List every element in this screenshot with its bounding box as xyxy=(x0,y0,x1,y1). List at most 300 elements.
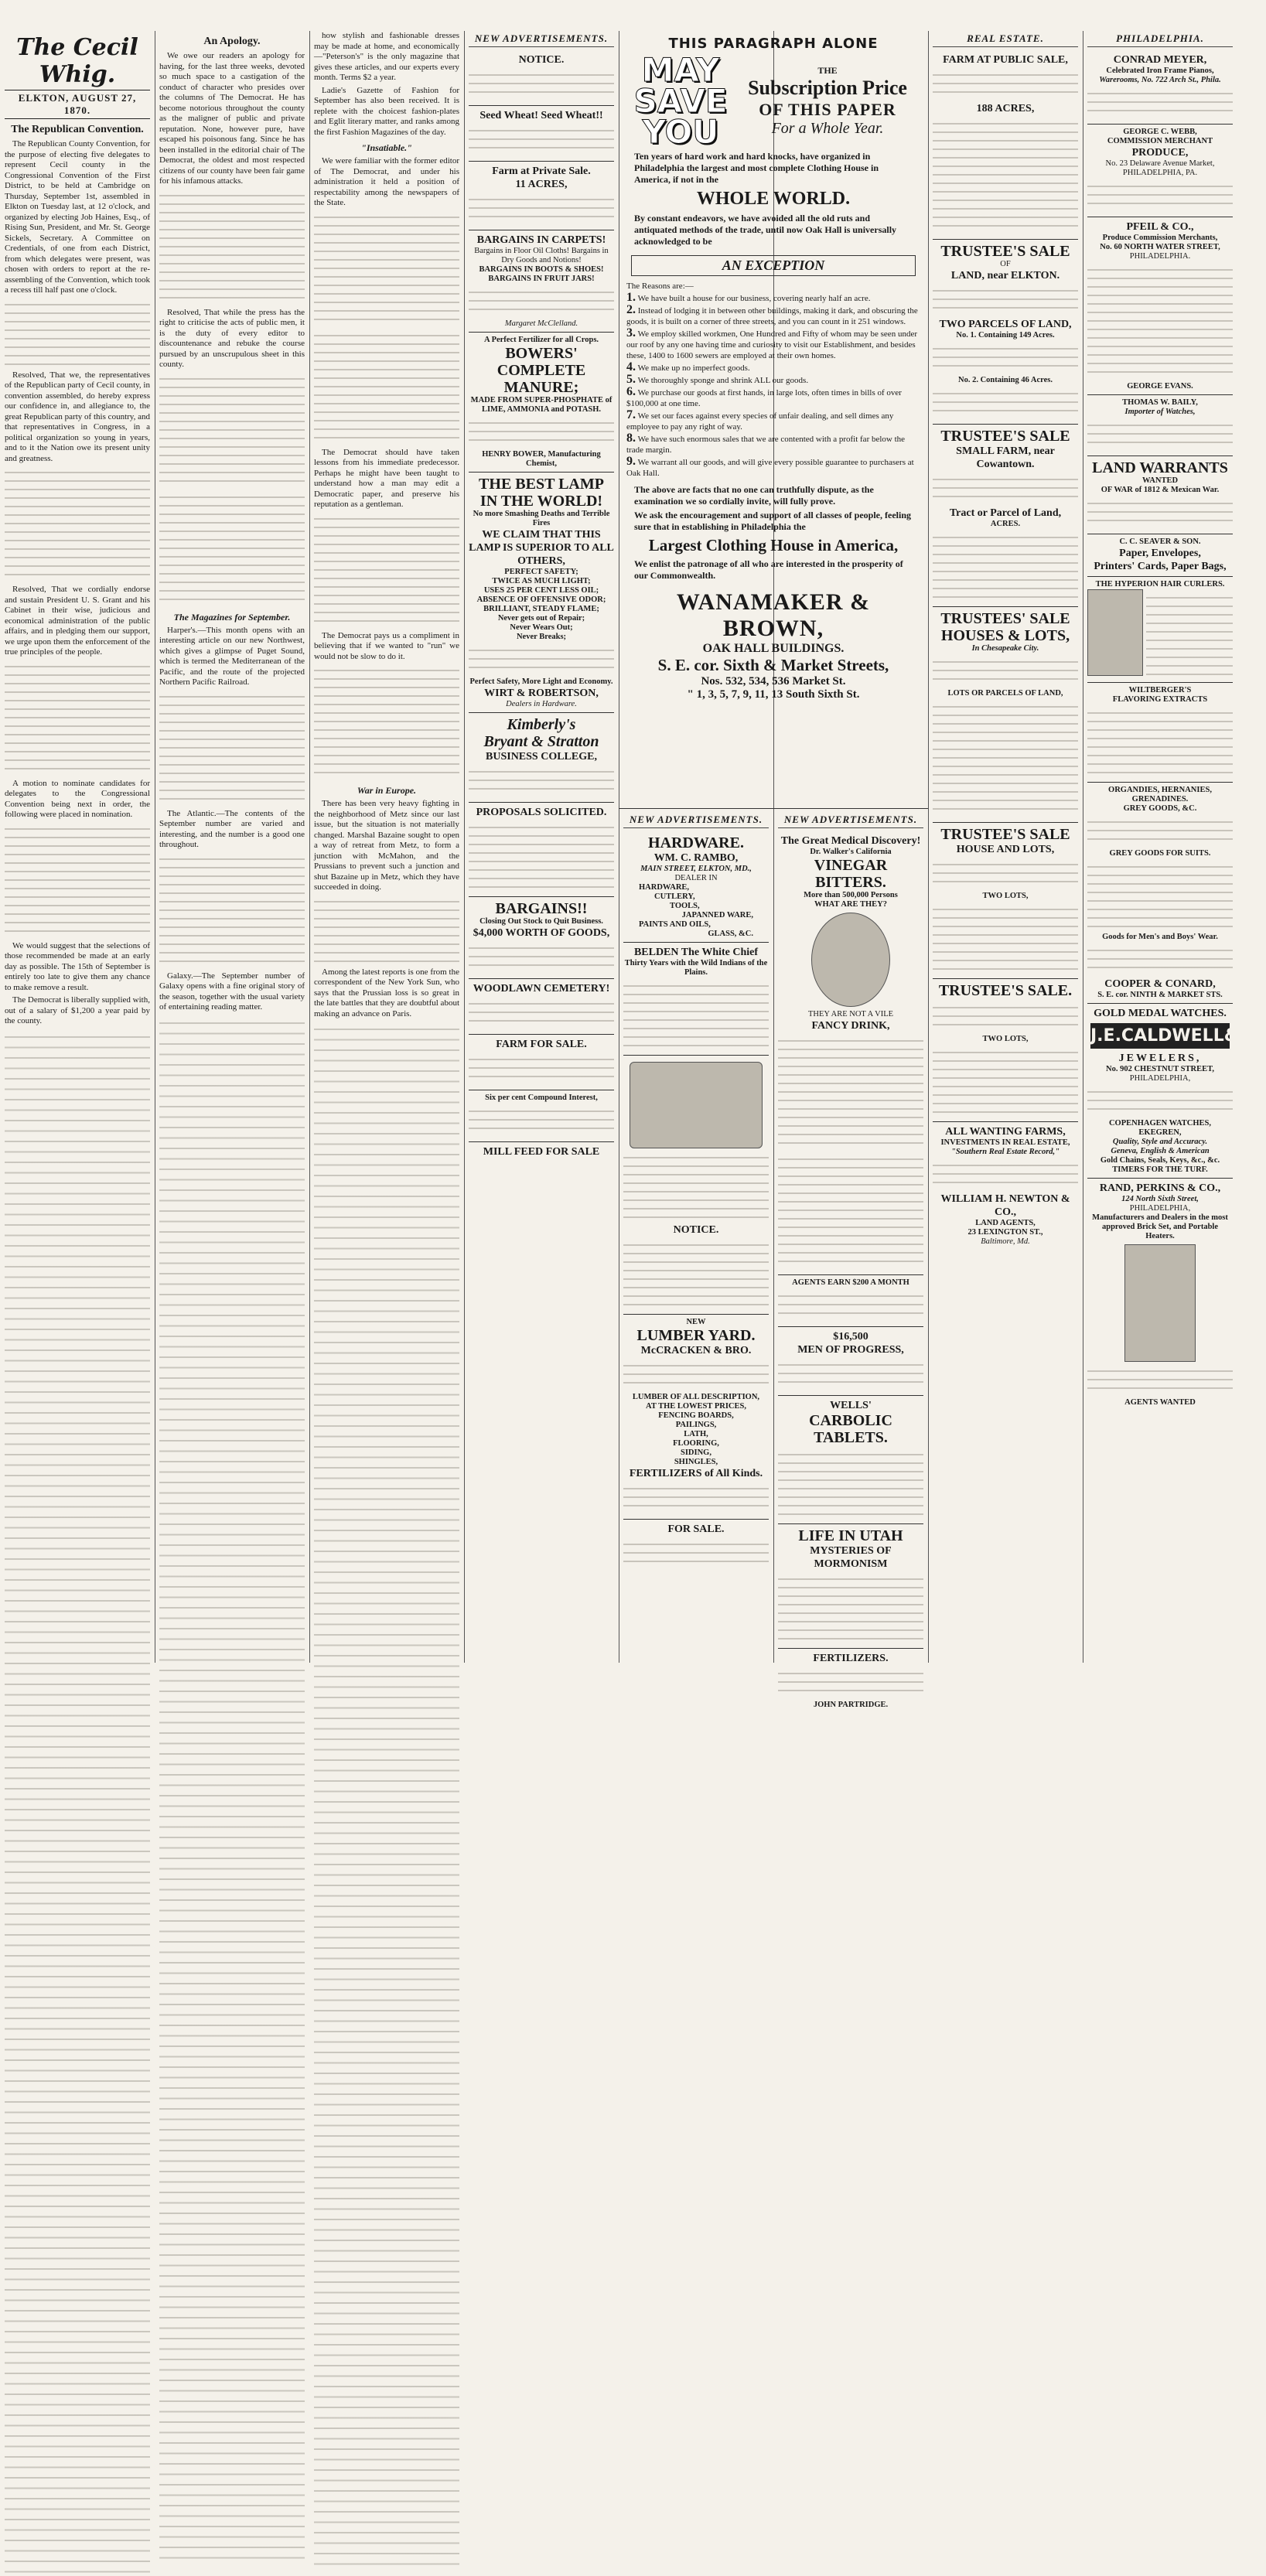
ad-line: BARGAINS IN FRUIT JARS! xyxy=(488,275,595,283)
ad-line: GREY GOODS FOR SUITS. xyxy=(1109,849,1211,858)
article-heading: "Insatiable." xyxy=(361,142,412,153)
ad-title: AGENTS EARN $200 A MONTH xyxy=(792,1278,909,1287)
ad-lumber-yard xyxy=(623,1315,769,1520)
ad-line: THE xyxy=(817,65,838,76)
ad-title: TRUSTEE'S SALE. xyxy=(938,982,1073,999)
text-lines xyxy=(469,766,614,797)
article-heading: The Republican Convention. xyxy=(11,124,144,135)
ad-title: Paper, Envelopes, xyxy=(1119,548,1201,559)
ad-subtitle: In Chesapeake City. xyxy=(971,644,1039,653)
ad-closing: We ask the encouragement and support of all classes of people, feeling sure that in establishing in Philadelphia the xyxy=(634,510,911,532)
ad-item: HARDWARE, xyxy=(639,883,690,892)
ad-title: PRODUCE, xyxy=(1131,147,1189,159)
article-paragraph: The Atlantic.—The contents of the September number are varied and interesting, and the number is a good one throughout. xyxy=(159,808,305,849)
ad-firm: WILTBERGER'S xyxy=(1128,686,1192,694)
article-paragraph: Resolved, That we, the representatives of the Republican party of Cecil county, in convention assembled, do hereby express our confidence in, and allegiance to, the great Republican party of this country, and that representatives in Congress, in a political organization so young in years, and to it the Nation owe its present unity and greatness. xyxy=(5,370,150,463)
article-paragraph: Galaxy.—The September number of Galaxy opens with a fine original story of the season, together with the usual variety of entertaining reading matter. xyxy=(159,971,305,1012)
ad-title: CARBOLIC TABLETS. xyxy=(809,1412,892,1446)
ad-line: OF WAR of 1812 & Mexican War. xyxy=(1100,486,1220,494)
ad-subtitle: MADE FROM SUPER-PHOSPHATE of LIME, AMMONIA and POTASH. xyxy=(470,396,613,414)
ad-george-webb xyxy=(1087,125,1233,217)
ad-conrad-meyer xyxy=(1087,50,1233,125)
ad-line: WHAT ARE THEY? xyxy=(814,900,887,909)
seal-illustration xyxy=(630,1062,763,1148)
ad-title: THE HYPERION HAIR CURLERS. xyxy=(1095,580,1225,589)
ad-title: PROPOSALS SOLICITED. xyxy=(476,807,607,818)
ad-title: FARM AT PUBLIC SALE, xyxy=(943,54,1068,66)
reason-item: 8. We have such enormous sales that we are contented with a profit far below the trade margin. xyxy=(626,432,906,455)
ad-title: MILL FEED FOR SALE xyxy=(483,1146,600,1158)
text-lines xyxy=(159,373,305,489)
ad-proposals xyxy=(469,803,614,897)
text-lines xyxy=(623,1239,769,1308)
ad-firm: WILLIAM H. NEWTON & CO., xyxy=(940,1193,1070,1218)
ad-title: Six per cent Compound Interest, xyxy=(485,1094,598,1102)
ad-signer: JOHN PARTRIDGE. xyxy=(813,1701,889,1709)
ad-firm: GEORGE C. WEBB, xyxy=(1123,128,1197,136)
text-lines xyxy=(1087,707,1233,776)
ad-feature: TWICE AS MUCH LIGHT; xyxy=(492,577,591,585)
ad-item: PAILINGS, xyxy=(675,1421,717,1429)
ad-title: TRUSTEES' SALE xyxy=(940,610,1070,627)
ad-pfeil xyxy=(1087,217,1233,395)
ad-seaver-paper xyxy=(1087,534,1233,577)
article-paragraph: Resolved, That we cordially endorse and sustain President U. S. Grant and his Cabinet in their wise, judicious and economical administration of the public affairs, and in pledging them our support, we urge upon them the enforcement of the true principles of the people. xyxy=(5,585,150,657)
ad-line: Perfect Safety, More Light and Economy. xyxy=(469,677,613,686)
text-filler xyxy=(5,1029,150,2576)
ad-firm: WELLS' xyxy=(830,1400,872,1411)
ad-title: Kimberly's xyxy=(507,716,576,733)
ad-address: 124 North Sixth Street, xyxy=(1121,1195,1199,1203)
largest-house: Largest Clothing House in America, xyxy=(648,536,899,554)
column-1 xyxy=(0,31,155,1663)
text-lines xyxy=(933,531,1078,601)
masthead-title: The Cecil Whig. xyxy=(16,34,138,88)
text-lines xyxy=(469,821,614,891)
ad-address: No. 23 Delaware Avenue Market, PHILADELPHIA, PA. xyxy=(1105,159,1215,177)
ad-feature: Never Wears Out; xyxy=(510,623,573,632)
text-lines xyxy=(5,823,150,939)
ad-title: The Great Medical Discovery! xyxy=(780,835,921,847)
ad-title: Celebrated Iron Frame Pianos, xyxy=(1106,67,1214,75)
ad-body: By constant endeavors, we have avoided all the old ruts and antiquated methods of the trade, until now Oak Hall is universally acknowledged to be xyxy=(634,213,897,247)
ad-carpets xyxy=(469,230,614,333)
ad-title: Farm at Private Sale. xyxy=(492,165,591,177)
reason-text: We set our faces against every species of unfair dealing, and sell dimes any employee to pay any right of way. xyxy=(626,411,894,432)
text-lines xyxy=(1087,1365,1233,1396)
text-lines xyxy=(469,1053,614,1084)
ad-title: LUMBER YARD. xyxy=(636,1327,756,1344)
ad-line: JEWELERS, xyxy=(1118,1053,1202,1064)
text-filler xyxy=(159,1015,305,2562)
article-paragraph: Harper's.—This month opens with an interesting article on our new Northwest, which gives a glimpse of Puget Sound, which is termed the Mediterranean of the Pacific, and the route of the projected Northern Pacific Railroad. xyxy=(159,625,305,687)
text-lines xyxy=(623,1482,769,1513)
ad-firm: RAND, PERKINS & CO., xyxy=(1099,1182,1221,1194)
article-paragraph: We were familiar with the former editor of The Democrat, and under his administration it held a position of respectability among the newspapers of the State. xyxy=(314,156,459,207)
ad-firm: THOMAS W. BAILY, xyxy=(1122,398,1198,407)
ad-title: Importer of Watches, xyxy=(1124,408,1196,416)
heater-illustration xyxy=(1124,1244,1196,1362)
text-lines xyxy=(469,125,614,155)
ad-item: SIDING, xyxy=(681,1448,711,1457)
ad-item: TOOLS, xyxy=(670,902,700,910)
ad-line: $4,000 WORTH OF GOODS, xyxy=(473,927,610,939)
ad-trustees-houses-lots xyxy=(933,607,1078,823)
article-paragraph: A motion to nominate candidates for delegates to the Congressional Convention being next in order, the following were placed in nomination. xyxy=(5,778,150,819)
ad-line: LAND AGENTS, xyxy=(975,1219,1036,1227)
text-lines xyxy=(933,118,1078,234)
column-8 xyxy=(1083,31,1266,1663)
column-5 xyxy=(619,812,773,1663)
ad-fertilizers xyxy=(778,1649,923,1713)
text-lines xyxy=(933,1001,1078,1032)
whole-world: WHOLE WORLD. xyxy=(696,189,851,209)
text-lines xyxy=(314,513,459,629)
article-paragraph: how stylish and fashionable dresses may be made at home, and economically—"Peterson's" is the only magazine that gives these articles, and our experts every month. Terms $2 a year. xyxy=(314,31,459,82)
save-word: SAVE xyxy=(633,82,728,120)
ad-headline: THIS PARAGRAPH ALONE xyxy=(668,36,879,52)
text-lines xyxy=(469,998,614,1029)
text-lines xyxy=(314,211,459,327)
ad-hardware xyxy=(623,831,769,943)
ad-line: No. 2. Containing 46 Acres. xyxy=(957,376,1053,384)
text-lines xyxy=(933,387,1078,418)
text-lines xyxy=(933,1159,1078,1190)
ad-subtitle: BUSINESS COLLEGE, xyxy=(486,751,597,763)
ad-title: BELDEN The White Chief xyxy=(633,947,759,958)
article-heading: An Apology. xyxy=(203,36,261,47)
ad-line: AGENTS WANTED xyxy=(1124,1398,1196,1407)
woman-illustration xyxy=(1087,589,1143,676)
text-lines xyxy=(5,299,150,368)
ad-line: FANCY DRINK, xyxy=(811,1020,890,1032)
ad-carbolic-tablets xyxy=(778,1396,923,1524)
ad-line: COMMISSION MERCHANT xyxy=(1107,137,1213,145)
ad-line: Gold Chains, Seals, Keys, &c., &c. xyxy=(1100,1156,1220,1165)
ad-line: BARGAINS IN BOOTS & SHOES! xyxy=(479,265,604,274)
text-lines xyxy=(623,1538,769,1569)
ad-hyperion-curlers xyxy=(1087,577,1233,683)
reason-text: We thoroughly sponge and shrink ALL our goods. xyxy=(637,376,809,385)
text-lines xyxy=(159,691,305,807)
ad-closing: We enlist the patronage of all who are interested in the prosperity of our Commonwealth. xyxy=(634,558,903,581)
exception-banner: AN EXCEPTION xyxy=(631,255,916,276)
text-lines xyxy=(469,69,614,100)
text-lines xyxy=(5,660,150,776)
ad-notice xyxy=(469,50,614,106)
ad-line: OF xyxy=(1000,260,1011,268)
ad-men-of-progress xyxy=(778,1327,923,1396)
ad-title: ALL WANTING FARMS, xyxy=(945,1126,1066,1138)
text-lines xyxy=(314,896,459,965)
article-paragraph: Among the latest reports is one from the correspondent of the New York Sun, who says that the Prussian loss is so great in the late battles that they are doubtful about making an advance on Paris. xyxy=(314,967,459,1018)
text-lines xyxy=(159,853,305,969)
ad-feature: Never Breaks; xyxy=(516,633,567,641)
ad-title: TRUSTEE'S SALE xyxy=(940,243,1070,260)
text-lines xyxy=(469,286,614,317)
ad-title: LIFE IN UTAH xyxy=(798,1527,903,1544)
ad-item: CUTLERY, xyxy=(654,892,695,901)
ad-farm-private-sale xyxy=(469,162,614,230)
text-lines xyxy=(623,1152,769,1221)
text-lines xyxy=(933,903,1078,973)
text-lines xyxy=(933,858,1078,889)
ad-line: OF THIS PAPER xyxy=(759,100,896,119)
ad-line: Geneva, English & American xyxy=(1111,1147,1210,1155)
reason-text: We purchase our goods at first hands, in large lots, often times in bills of over $100,000 at one time. xyxy=(626,388,902,408)
ad-title: THE BEST LAMP IN THE WORLD! xyxy=(479,476,604,510)
reasons-head: The Reasons are:— xyxy=(626,281,694,291)
ad-firm: CONRAD MEYER, xyxy=(1113,54,1207,66)
ad-subtitle: No more Smashing Deaths and Terrible Fires xyxy=(473,510,610,527)
ad-line: TWO PARCELS OF LAND, xyxy=(939,319,1072,330)
reason-text: We make up no imperfect goods. xyxy=(637,363,750,373)
ad-trustees-sale-two-lots xyxy=(933,979,1078,1122)
section-header: NEW ADVERTISEMENTS. xyxy=(469,31,614,47)
ad-line: NEW xyxy=(686,1318,706,1326)
ad-subtitle: INVESTMENTS IN REAL ESTATE, xyxy=(940,1138,1070,1147)
ad-title: FARM FOR SALE. xyxy=(496,1039,587,1050)
ad-trustees-land-elkton xyxy=(933,240,1078,425)
ad-intro: Ten years of hard work and hard knocks, have organized in Philadelphia the largest and most complete Clothing House in America, if not in the xyxy=(634,151,879,185)
ad-subtitle: Dr. Walker's California xyxy=(810,848,892,856)
article-paragraph: We owe our readers an apology for having, for the last three weeks, devoted so much space to a castigation of the conduct of character who presides over the columns of The Democrat. He has become notorious throughout the county as the maligner of public and private reputation. None, however pure, have escaped his poisonous fang. Since he has been installed in the editorial chair of The Democrat, the oldest and most respected citizens of our county have been fair game for his infamous attacks. xyxy=(159,51,305,186)
ad-subtitle: Thirty Years with the Wild Indians of the Plains. xyxy=(624,959,768,977)
text-lines xyxy=(778,1359,923,1390)
text-lines xyxy=(778,1290,923,1321)
reason-text: We have built a house for our business, covering nearly half an acre. xyxy=(637,294,871,303)
may-word: MAY xyxy=(641,51,720,89)
ad-firm: COOPER & CONARD, xyxy=(1104,978,1216,990)
ad-cooper-conard xyxy=(1087,783,1233,1004)
article-paragraph: The Democrat should have taken lessons from his immediate predecessor. Perhaps he might have been taught to understand how a man may edit a Democratic paper, and preserve his reputation as a gentleman. xyxy=(314,447,459,509)
ad-line: Tract or Parcel of Land, xyxy=(949,507,1062,519)
ad-address: MAIN STREET, ELKTON, MD., xyxy=(640,865,752,873)
ad-feature: ABSENCE OF OFFENSIVE ODOR; xyxy=(476,595,606,604)
oak-hall: OAK HALL BUILDINGS. xyxy=(702,642,845,655)
ad-title: VINEGAR BITTERS. xyxy=(814,857,888,891)
ad-address: Baltimore, Md. xyxy=(981,1237,1030,1246)
text-lines xyxy=(933,473,1078,504)
ad-subtitle: MYSTERIES OF MORMONISM xyxy=(810,1545,892,1570)
ad-line: TIMERS FOR THE TURF. xyxy=(1112,1165,1208,1174)
text-lines xyxy=(623,1360,769,1390)
section-header: NEW ADVERTISEMENTS. xyxy=(623,812,769,828)
address-nos: Nos. 532, 534, 536 Market St. xyxy=(701,675,846,688)
reason-item: 5. We thoroughly sponge and shrink ALL our goods. xyxy=(626,373,809,386)
ad-title: BOWERS' COMPLETE MANURE; xyxy=(497,345,586,396)
ad-address: PHILADELPHIA. xyxy=(1129,252,1191,261)
text-lines xyxy=(159,491,305,607)
ad-title: WOODLAWN CEMETERY! xyxy=(473,983,610,995)
ad-line: WANTED xyxy=(1141,476,1179,485)
text-lines xyxy=(778,1153,923,1269)
ad-life-in-utah xyxy=(778,1524,923,1649)
text-lines xyxy=(778,1448,923,1518)
text-lines xyxy=(933,69,1078,100)
article-paragraph: The Democrat is liberally supplied with, out of a salary of $1,200 a year paid by the county. xyxy=(5,995,150,1025)
ad-signer: Margaret McClelland. xyxy=(504,319,578,328)
text-lines xyxy=(1087,861,1233,930)
reason-item: 2. Instead of lodging it in between other buildings, making it dark, and obscuring the goods, it is built on a corner of three streets, and you can count in it 251 windows. xyxy=(626,303,918,326)
column-6 xyxy=(773,812,928,1709)
ad-item: FENCING BOARDS, xyxy=(658,1411,734,1420)
ad-trustees-small-farm xyxy=(933,425,1078,607)
ad-signer: GEORGE EVANS. xyxy=(1127,382,1193,391)
ad-line: DEALER IN xyxy=(674,874,718,882)
ad-line: WE CLAIM THAT THIS LAMP IS SUPERIOR TO ALL OTHERS, xyxy=(469,529,614,567)
ad-line: TWO LOTS, xyxy=(982,892,1029,900)
text-lines xyxy=(1087,1086,1233,1117)
text-lines xyxy=(933,701,1078,817)
ad-title: LAND WARRANTS xyxy=(1092,459,1228,476)
text-lines xyxy=(469,942,614,973)
reason-item: 7. We set our faces against every species of unfair dealing, and sell dimes any employee to pay any right of way. xyxy=(626,408,894,432)
ad-subtitle: HOUSE AND LOTS, xyxy=(956,844,1055,855)
ad-title: HARDWARE. xyxy=(648,834,744,851)
section-header: PHILADELPHIA. xyxy=(1087,31,1233,47)
ad-rand-perkins xyxy=(1087,1179,1233,1411)
reasons-list xyxy=(623,281,923,479)
text-lines xyxy=(778,1667,923,1698)
ad-title: MEN OF PROGRESS, xyxy=(797,1344,904,1356)
column-7 xyxy=(928,31,1083,1663)
ad-mill-feed xyxy=(469,1142,614,1162)
article-heading: War in Europe. xyxy=(357,785,417,796)
ad-title: GOLD MEDAL WATCHES. xyxy=(1094,1008,1227,1019)
ad-woodlawn-cemetery xyxy=(469,979,614,1035)
ad-line: Manufacturers and Dealers in the most approved Brick Set, and Portable Heaters. xyxy=(1092,1213,1228,1240)
column-2 xyxy=(155,31,309,1663)
ad-baily-watches xyxy=(1087,395,1233,456)
text-lines xyxy=(1087,419,1233,450)
ad-line: More than 500,000 Persons xyxy=(804,891,898,899)
text-lines xyxy=(933,343,1078,374)
ad-seal-notice xyxy=(623,1056,769,1315)
dateline: ELKTON, AUGUST 27, 1870. xyxy=(5,90,150,119)
ad-title: FOR SALE. xyxy=(667,1523,725,1535)
text-lines xyxy=(933,285,1078,316)
article-paragraph: Resolved, That while the press has the right to criticise the acts of public men, it is the duty of every editor to discountenance and rebuke the course pursued by an unscrupulous sheet in this county. xyxy=(159,307,305,369)
ad-trustees-house-lots xyxy=(933,823,1078,979)
ad-line: Subscription Price xyxy=(748,77,907,99)
text-lines xyxy=(469,417,614,448)
ad-caldwell xyxy=(1087,1004,1266,1179)
text-lines xyxy=(314,664,459,780)
ad-title: Produce Commission Merchants, xyxy=(1102,234,1218,242)
ad-item: JAPANNED WARE, xyxy=(681,911,753,920)
ad-farm-public-sale xyxy=(933,50,1078,240)
ad-subtitle: LAND, near ELKTON. xyxy=(950,270,1060,281)
ad-wiltberger xyxy=(1087,683,1233,783)
ad-line: AT THE LOWEST PRICES, xyxy=(646,1402,746,1411)
ad-title: Seed Wheat! Seed Wheat!! xyxy=(479,110,603,121)
text-lines xyxy=(5,466,150,582)
ad-item: LATH, xyxy=(684,1430,708,1438)
reason-item: 4. We make up no imperfect goods. xyxy=(626,360,750,374)
ad-bowers-manure xyxy=(469,333,614,473)
ad-line: Quality, Style and Accuracy. xyxy=(1112,1138,1208,1146)
ad-best-lamp xyxy=(469,473,614,713)
ad-line: LOTS OR PARCELS OF LAND, xyxy=(947,689,1063,698)
ad-title: NOTICE. xyxy=(518,54,565,66)
column-4 xyxy=(464,31,619,1663)
reason-item: 6. We purchase our goods at first hands, in large lots, often times in bills of over $100,000 at one time. xyxy=(626,385,902,408)
ad-firm: HENRY BOWER, Manufacturing Chemist, xyxy=(482,450,601,468)
ad-for-sale xyxy=(623,1520,769,1575)
ad-vinegar-bitters xyxy=(778,831,923,1275)
ad-title: Bryant & Stratton xyxy=(483,733,599,750)
ad-subtitle: 188 ACRES, xyxy=(976,103,1035,114)
ad-address: S. E. cor. NINTH & MARKET STS. xyxy=(1097,991,1223,999)
article-paragraph: The Republican County Convention, for the purpose of electing five delegates to represent Cecil county in the Congressional Convention of the First District, to be held at Cambridge on Thursday, September 1st, assembled in Elkton on Tuesday last, at 12 o'clock, and organized by electing Job Haines, Esq., of Rising Sun, President, and Mr. St. George Sickels, Secretary. A Committee on Credentials, of one from each District, from which delegates were present, was chosen with orders to report at the re-assembling of the Convention, which took a recess till half past one o'clock. xyxy=(5,139,150,295)
text-lines xyxy=(469,644,614,675)
wanamaker-brown-ad xyxy=(619,31,928,808)
text-lines xyxy=(933,656,1078,687)
section-header: NEW ADVERTISEMENTS. xyxy=(778,812,923,828)
ad-item: PAINTS AND OILS, xyxy=(639,920,711,929)
ad-subtitle: 11 ACRES, xyxy=(515,179,568,190)
text-lines xyxy=(1146,592,1233,677)
ad-subtitle: Closing Out Stock to Quit Business. xyxy=(479,917,603,926)
article-paragraph: The Democrat pays us a compliment in believing that if we wanted to "run" we would not be slow to do it. xyxy=(314,630,459,661)
ad-subtitle: SMALL FARM, near Cowantown. xyxy=(956,445,1055,470)
ad-line: ACRES. xyxy=(990,520,1021,528)
article-heading: The Magazines for September. xyxy=(173,611,291,623)
ad-agents-earn xyxy=(778,1275,923,1327)
ad-address: Warerooms, No. 722 Arch St., Phila. xyxy=(1099,76,1221,84)
text-lines xyxy=(1087,264,1233,380)
ad-line: COPENHAGEN WATCHES, xyxy=(1108,1119,1212,1128)
text-lines xyxy=(1087,816,1233,847)
text-lines xyxy=(159,189,305,305)
reason-text: We employ skilled workmen, One Hundred and Fifty of whom may be seen under our roof by any one having time and curiosity to visit our Establishment, and besides these, 1400 to 1600 sewers are employed at their own homes. xyxy=(626,329,917,360)
text-lines xyxy=(469,1105,614,1136)
ad-item: SHINGLES, xyxy=(674,1458,718,1466)
ad-title: FLAVORING EXTRACTS xyxy=(1112,695,1208,704)
ad-feature: USES 25 PER CENT LESS OIL; xyxy=(483,586,599,595)
ad-address: PHILADELPHIA, xyxy=(1129,1204,1191,1213)
reason-item: 1. We have built a house for our business, covering nearly half an acre. xyxy=(626,291,871,304)
ad-title: ORGANDIES, HERNANIES, GRENADINES. xyxy=(1108,786,1212,804)
ad-firm: C. C. SEAVER & SON. xyxy=(1119,537,1201,546)
ad-feature: Never gets out of Repair; xyxy=(497,614,585,623)
reason-item: 9. We warrant all our goods, and will give every possible guarantee to purchasers at Oak Hall. xyxy=(626,455,914,478)
ad-line: TWO LOTS, xyxy=(982,1035,1029,1043)
text-filler xyxy=(314,1022,459,2568)
ad-subtitle: Bargains in Floor Oil Cloths! Bargains in Dry Goods and Notions! xyxy=(474,247,609,264)
text-lines xyxy=(623,980,769,1049)
ad-farm-for-sale xyxy=(469,1035,614,1090)
ad-title: TRUSTEE'S SALE xyxy=(940,428,1070,445)
ad-item: FLOORING, xyxy=(673,1439,719,1448)
ad-land-warrants xyxy=(1087,456,1233,534)
ad-white-chief xyxy=(623,943,769,1056)
ad-firm: McCRACKEN & BRO. xyxy=(640,1345,752,1356)
ad-line: No. 1. Containing 149 Acres. xyxy=(956,331,1055,339)
ad-line: For a Whole Year. xyxy=(771,120,884,137)
ad-firm: PFEIL & CO., xyxy=(1126,221,1194,233)
ad-title: BARGAINS IN CARPETS! xyxy=(476,234,606,246)
text-lines xyxy=(469,193,614,224)
article-paragraph: We would suggest that the selections of those recommended be made at an early day as possible. The 15th of September is entirely too late to give them any chance to make remove a result. xyxy=(5,940,150,992)
reason-text: We have such enormous sales that we are contented with a profit far below the trade margin. xyxy=(626,435,906,455)
column-3 xyxy=(309,31,464,1663)
ad-line: Goods for Men's and Boys' Wear. xyxy=(1102,933,1218,941)
ad-feature: PERFECT SAFETY; xyxy=(504,568,578,576)
text-lines xyxy=(778,1573,923,1643)
ad-line: EKEGREN, xyxy=(1138,1128,1182,1137)
